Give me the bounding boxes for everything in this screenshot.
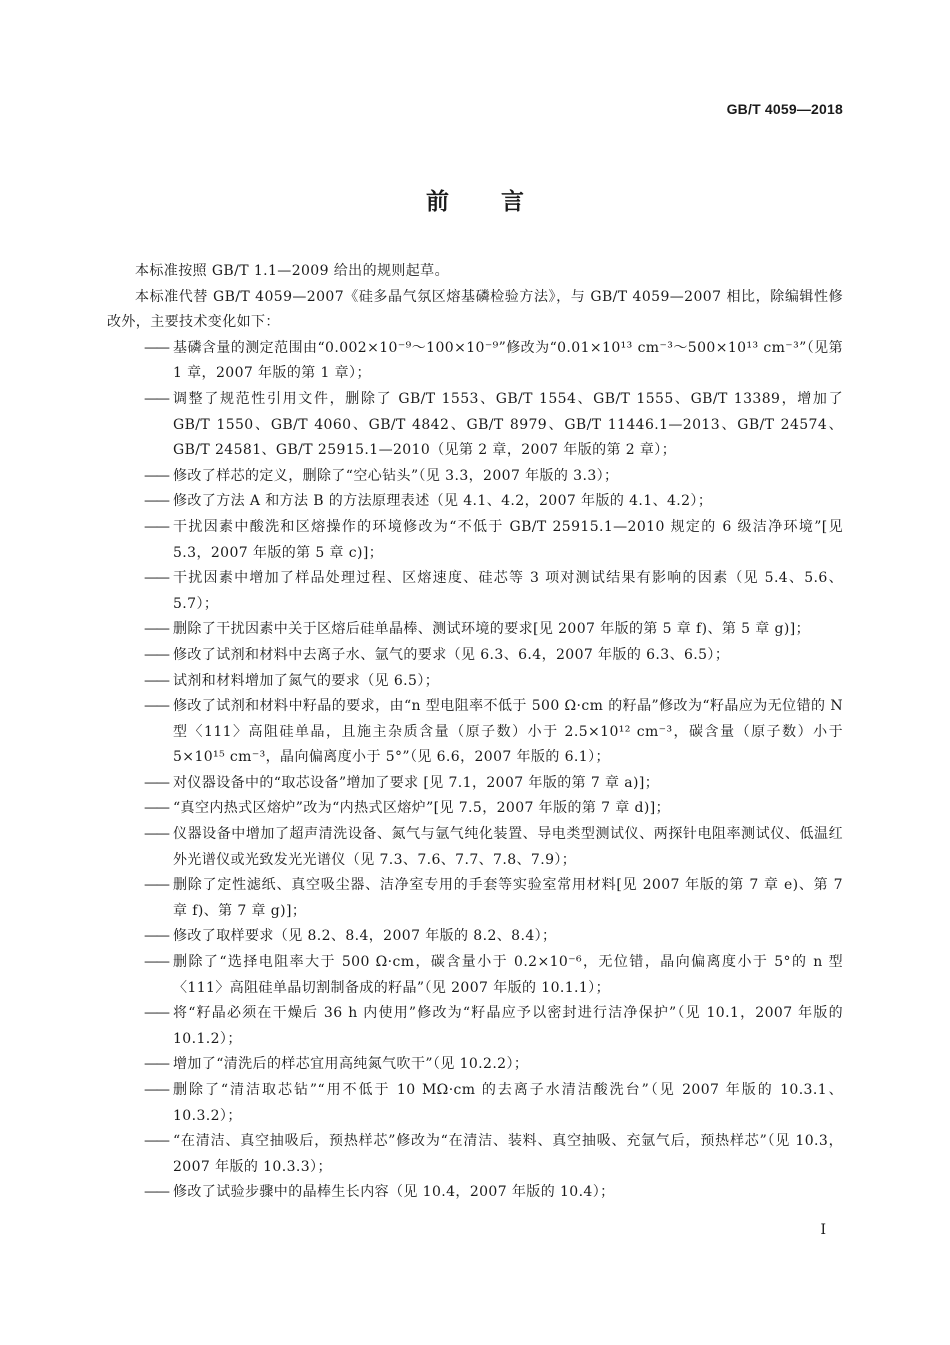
change-item <box>107 1052 843 1078</box>
change-text: “在清洁、真空抽吸后，预热样芯”修改为“在清洁、装料、真空抽吸、充氩气后，预热样芯”（见 10.3，2007 年版的 10.3.3）； <box>173 1133 843 1175</box>
change-item <box>107 1078 843 1129</box>
change-item <box>107 924 843 950</box>
changes-list <box>107 336 843 1206</box>
change-item <box>107 643 843 669</box>
change-text: 对仪器设备中的“取芯设备”增加了要求 [见 7.1，2007 年版的第 7 章 a)]； <box>173 774 660 791</box>
change-item <box>107 796 843 822</box>
dash-marker: —— <box>144 1184 168 1201</box>
change-item <box>107 950 843 1001</box>
dash-marker: —— <box>144 621 168 638</box>
dash-marker: —— <box>144 928 168 945</box>
change-text: 删除了“清洁取芯钻”“用不低于 10 MΩ·cm 的去离子水清洁酸洗台”（见 2007 年版的 10.3.1、10.3.2）； <box>173 1082 843 1124</box>
change-text: 将“籽晶必须在干燥后 36 h 内使用”修改为“籽晶应予以密封进行洁净保护”（见 10.1，2007 年版的 10.1.2）； <box>173 1005 843 1047</box>
change-text: 修改了试验步骤中的晶棒生长内容（见 10.4，2007 年版的 10.4）； <box>173 1184 615 1201</box>
dash-marker: —— <box>144 646 168 663</box>
dash-marker: —— <box>144 954 168 971</box>
dash-marker: —— <box>144 1005 168 1022</box>
change-item <box>107 822 843 873</box>
change-text: 修改了样芯的定义，删除了“空心钻头”（见 3.3，2007 年版的 3.3）； <box>173 467 619 484</box>
change-text: 删除了干扰因素中关于区熔后硅单晶棒、测试环境的要求[见 2007 年版的第 5 章 f)、第 5 章 g)]； <box>173 621 811 638</box>
change-text: 干扰因素中增加了样品处理过程、区熔速度、硅芯等 3 项对测试结果有影响的因素（见 5.4、5.6、5.7）； <box>173 570 843 612</box>
dash-marker: —— <box>144 339 168 356</box>
dash-marker: —— <box>144 826 168 843</box>
dash-marker: —— <box>144 1082 168 1098</box>
dash-marker: —— <box>144 800 168 817</box>
change-item <box>107 489 843 515</box>
change-item <box>107 1180 843 1206</box>
change-item <box>107 566 843 617</box>
standard-code: GB/T 4059—2018 <box>726 101 843 117</box>
page-title <box>0 183 950 216</box>
intro-paragraph: 本标准代替 GB/T 4059—2007《硅多晶气氛区熔基磷检验方法》，与 GB/T 4059—2007 相比，除编辑性修改外，主要技术变化如下： <box>107 288 843 331</box>
change-text: 修改了方法 A 和方法 B 的方法原理表述（见 4.1、4.2，2007 年版的 4.1、4.2）； <box>173 493 713 510</box>
change-text: 修改了试剂和材料中去离子水、氩气的要求（见 6.3、6.4，2007 年版的 6.3、6.5）； <box>173 646 730 663</box>
intro-paragraph: 本标准按照 GB/T 1.1—2009 给出的规则起草。 <box>135 263 449 279</box>
dash-marker: —— <box>144 467 168 484</box>
change-item <box>107 771 843 797</box>
change-text: 删除了“选择电阻率大于 500 Ω·cm，碳含量小于 0.2×10⁻⁶，无位错，晶向偏离度小于 5°的 n 型〈111〉高阻硅单晶切割制备成的籽晶”（见 2007 年版的 10.1.1）； <box>173 954 843 996</box>
change-item <box>107 873 843 924</box>
change-item <box>107 515 843 566</box>
change-text: 干扰因素中酸洗和区熔操作的环境修改为“不低于 GB/T 25915.1—2010 规定的 6 级洁净环境”[见 5.3，2007 年版的第 5 章 c)]； <box>173 518 843 561</box>
document-body <box>107 259 843 1206</box>
dash-marker: —— <box>144 698 168 715</box>
dash-marker: —— <box>144 1133 168 1150</box>
title-char-1: 前 <box>426 189 449 215</box>
change-text: 增加了“清洗后的样芯宜用高纯氮气吹干”（见 10.2.2）； <box>173 1056 529 1073</box>
change-item <box>107 387 843 464</box>
change-item <box>107 694 843 771</box>
page-number: I <box>820 1222 826 1238</box>
dash-marker: —— <box>144 774 168 791</box>
dash-marker: —— <box>144 877 168 894</box>
dash-marker: —— <box>144 518 168 535</box>
change-text: 试剂和材料增加了氮气的要求（见 6.5）； <box>173 672 440 689</box>
change-item <box>107 1129 843 1180</box>
change-item <box>107 669 843 695</box>
change-text: “真空内热式区熔炉”改为“内热式区熔炉”[见 7.5，2007 年版的第 7 章 d)]； <box>173 800 671 817</box>
change-text: 基磷含量的测定范围由“0.002×10⁻⁹～100×10⁻⁹”修改为“0.01×10¹³ cm⁻³～500×10¹³ cm⁻³”（见第 1 章，2007 年版的第 1 章）； <box>173 339 843 382</box>
change-item <box>107 617 843 643</box>
change-text: 修改了试剂和材料中籽晶的要求，由“n 型电阻率不低于 500 Ω·cm 的籽晶”修改为“籽晶应为无位错的 N 型〈111〉高阻硅单晶，且施主杂质含量（原子数）小于 2.5×10¹² cm⁻³，碳含量（原子数）小于 5×10¹⁵ cm⁻³，晶向偏离度小于 5°”（见 6.6，2007 年版的 6.1）； <box>173 698 843 766</box>
dash-marker: —— <box>144 672 168 689</box>
change-text: 修改了取样要求（见 8.2、8.4，2007 年版的 8.2、8.4）； <box>173 928 557 945</box>
dash-marker: —— <box>144 390 168 407</box>
dash-marker: —— <box>144 493 168 510</box>
change-text: 删除了定性滤纸、真空吸尘器、洁净室专用的手套等实验室常用材料[见 2007 年版的第 7 章 e)、第 7 章 f)、第 7 章 g)]； <box>173 877 843 919</box>
change-item <box>107 1001 843 1052</box>
change-item <box>107 336 843 387</box>
change-item <box>107 464 843 490</box>
change-text: 调整了规范性引用文件，删除了 GB/T 1553、GB/T 1554、GB/T 1555、GB/T 13389，增加了 GB/T 1550、GB/T 4060、GB/T 4842、GB/T 8979、GB/T 11446.1—2013、GB/T 24574、GB/T 24581、GB/T 25915.1—2010（见第 2 章，2007 年版的第 2 章）； <box>173 390 843 459</box>
dash-marker: —— <box>144 1056 168 1073</box>
title-char-2: 言 <box>501 189 524 215</box>
change-text: 仪器设备中增加了超声清洗设备、氮气与氩气纯化装置、导电类型测试仪、两探针电阻率测试仪、低温红外光谱仪或光致发光光谱仪（见 7.3、7.6、7.7、7.8、7.9）； <box>173 826 843 868</box>
dash-marker: —— <box>144 570 168 587</box>
